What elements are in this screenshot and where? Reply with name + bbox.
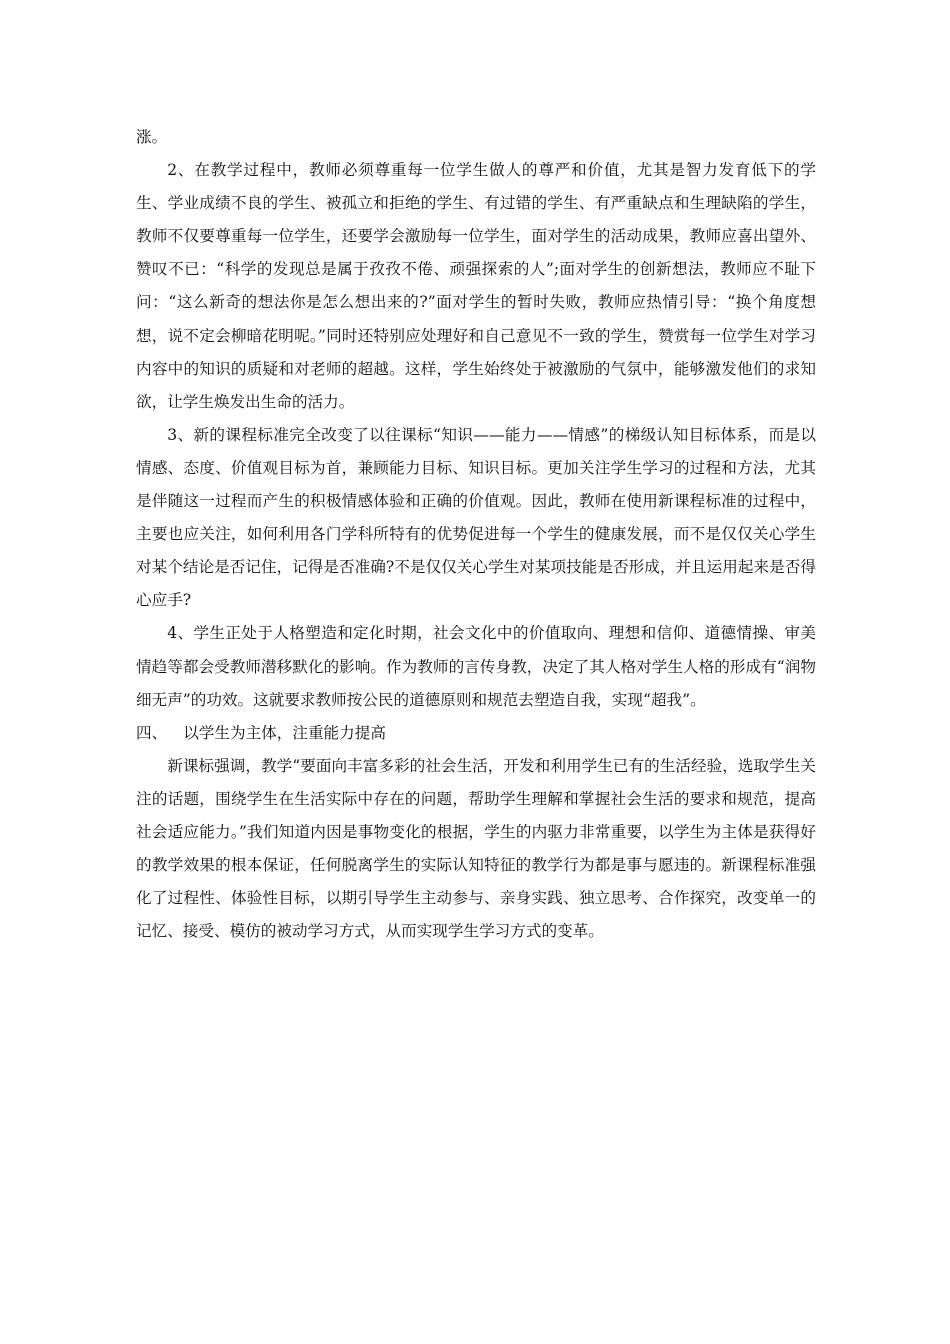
paragraph-4: 4、学生正处于人格塑造和定化时期，社会文化中的价值取向、理想和信仰、道德情操、审美情趋等都会受教师潜移默化的影响。作为教师的言传身教，决定了其人格对学生人格的形成有“润物细无声”的功效。这就要求教师按公民的道德原则和规范去塑造自我，实现“超我”。: [136, 624, 816, 709]
paragraph-2: 2、在教学过程中，教师必须尊重每一位学生做人的尊严和价值，尤其是智力发育低下的学生、学业成绩不良的学生、被孤立和拒绝的学生、有过错的学生、有严重缺点和生理缺陷的学生，教师不仅要尊重每一位学生，还要学会激励每一位学生，面对学生的活动成果，教师应喜出望外、赞叹不已：“科学的发现总是属于孜孜不倦、顽强探索的人”;面对学生的创新想法，教师应不耻下问：“这么新奇的想法你是怎么想出来的?”面对学生的暂时失败，教师应热情引导：“换个角度想想，说不定会柳暗花明呢。”同时还特别应处理好和自己意见不一致的学生，赞赏每一位学生对学习内容中的知识的质疑和对老师的超越。这样，学生始终处于被激励的气氛中，能够激发他们的求知欲，让学生焕发出生命的活力。: [136, 161, 816, 411]
section-title: 以学生为主体，注重能力提高: [183, 723, 386, 742]
document-body: [136, 121, 816, 948]
paragraph-3: 3、新的课程标准完全改变了以往课标“知识——能力——情感”的梯级认知目标体系，而是以情感、态度、价值观目标为首，兼顾能力目标、知识目标。更加关注学生学习的过程和方法，尤其是伴随这一过程而产生的积极情感体验和正确的价值观。因此，教师在使用新课程标准的过程中，主要也应关注，如何利用各门学科所特有的优势促进每一个学生的健康发展，而不是仅仅关心学生对某个结论是否记住，记得是否准确?不是仅仅关心学生对某项技能是否形成，并且运用起来是否得心应手?: [136, 425, 816, 610]
section-number: 四、: [136, 723, 168, 742]
section-heading: [136, 717, 816, 750]
section-paragraph: 新课标强调，教学“要面向丰富多彩的社会生活，开发和利用学生已有的生活经验，选取学生关注的话题，围绕学生在生活实际中存在的问题，帮助学生理解和掌握社会生活的要求和规范，提高社会适应能力。”我们知道内因是事物变化的根据，学生的内驱力非常重要，以学生为主体是获得好的教学效果的根本保证，任何脱离学生的实际认知特征的教学行为都是事与愿违的。新课程标准强化了过程性、体验性目标，以期引导学生主动参与、亲身实践、独立思考、合作探究，改变单一的记忆、接受、模仿的被动学习方式，从而实现学生学习方式的变革。: [136, 756, 816, 941]
continued-fragment: 涨。: [136, 128, 168, 146]
